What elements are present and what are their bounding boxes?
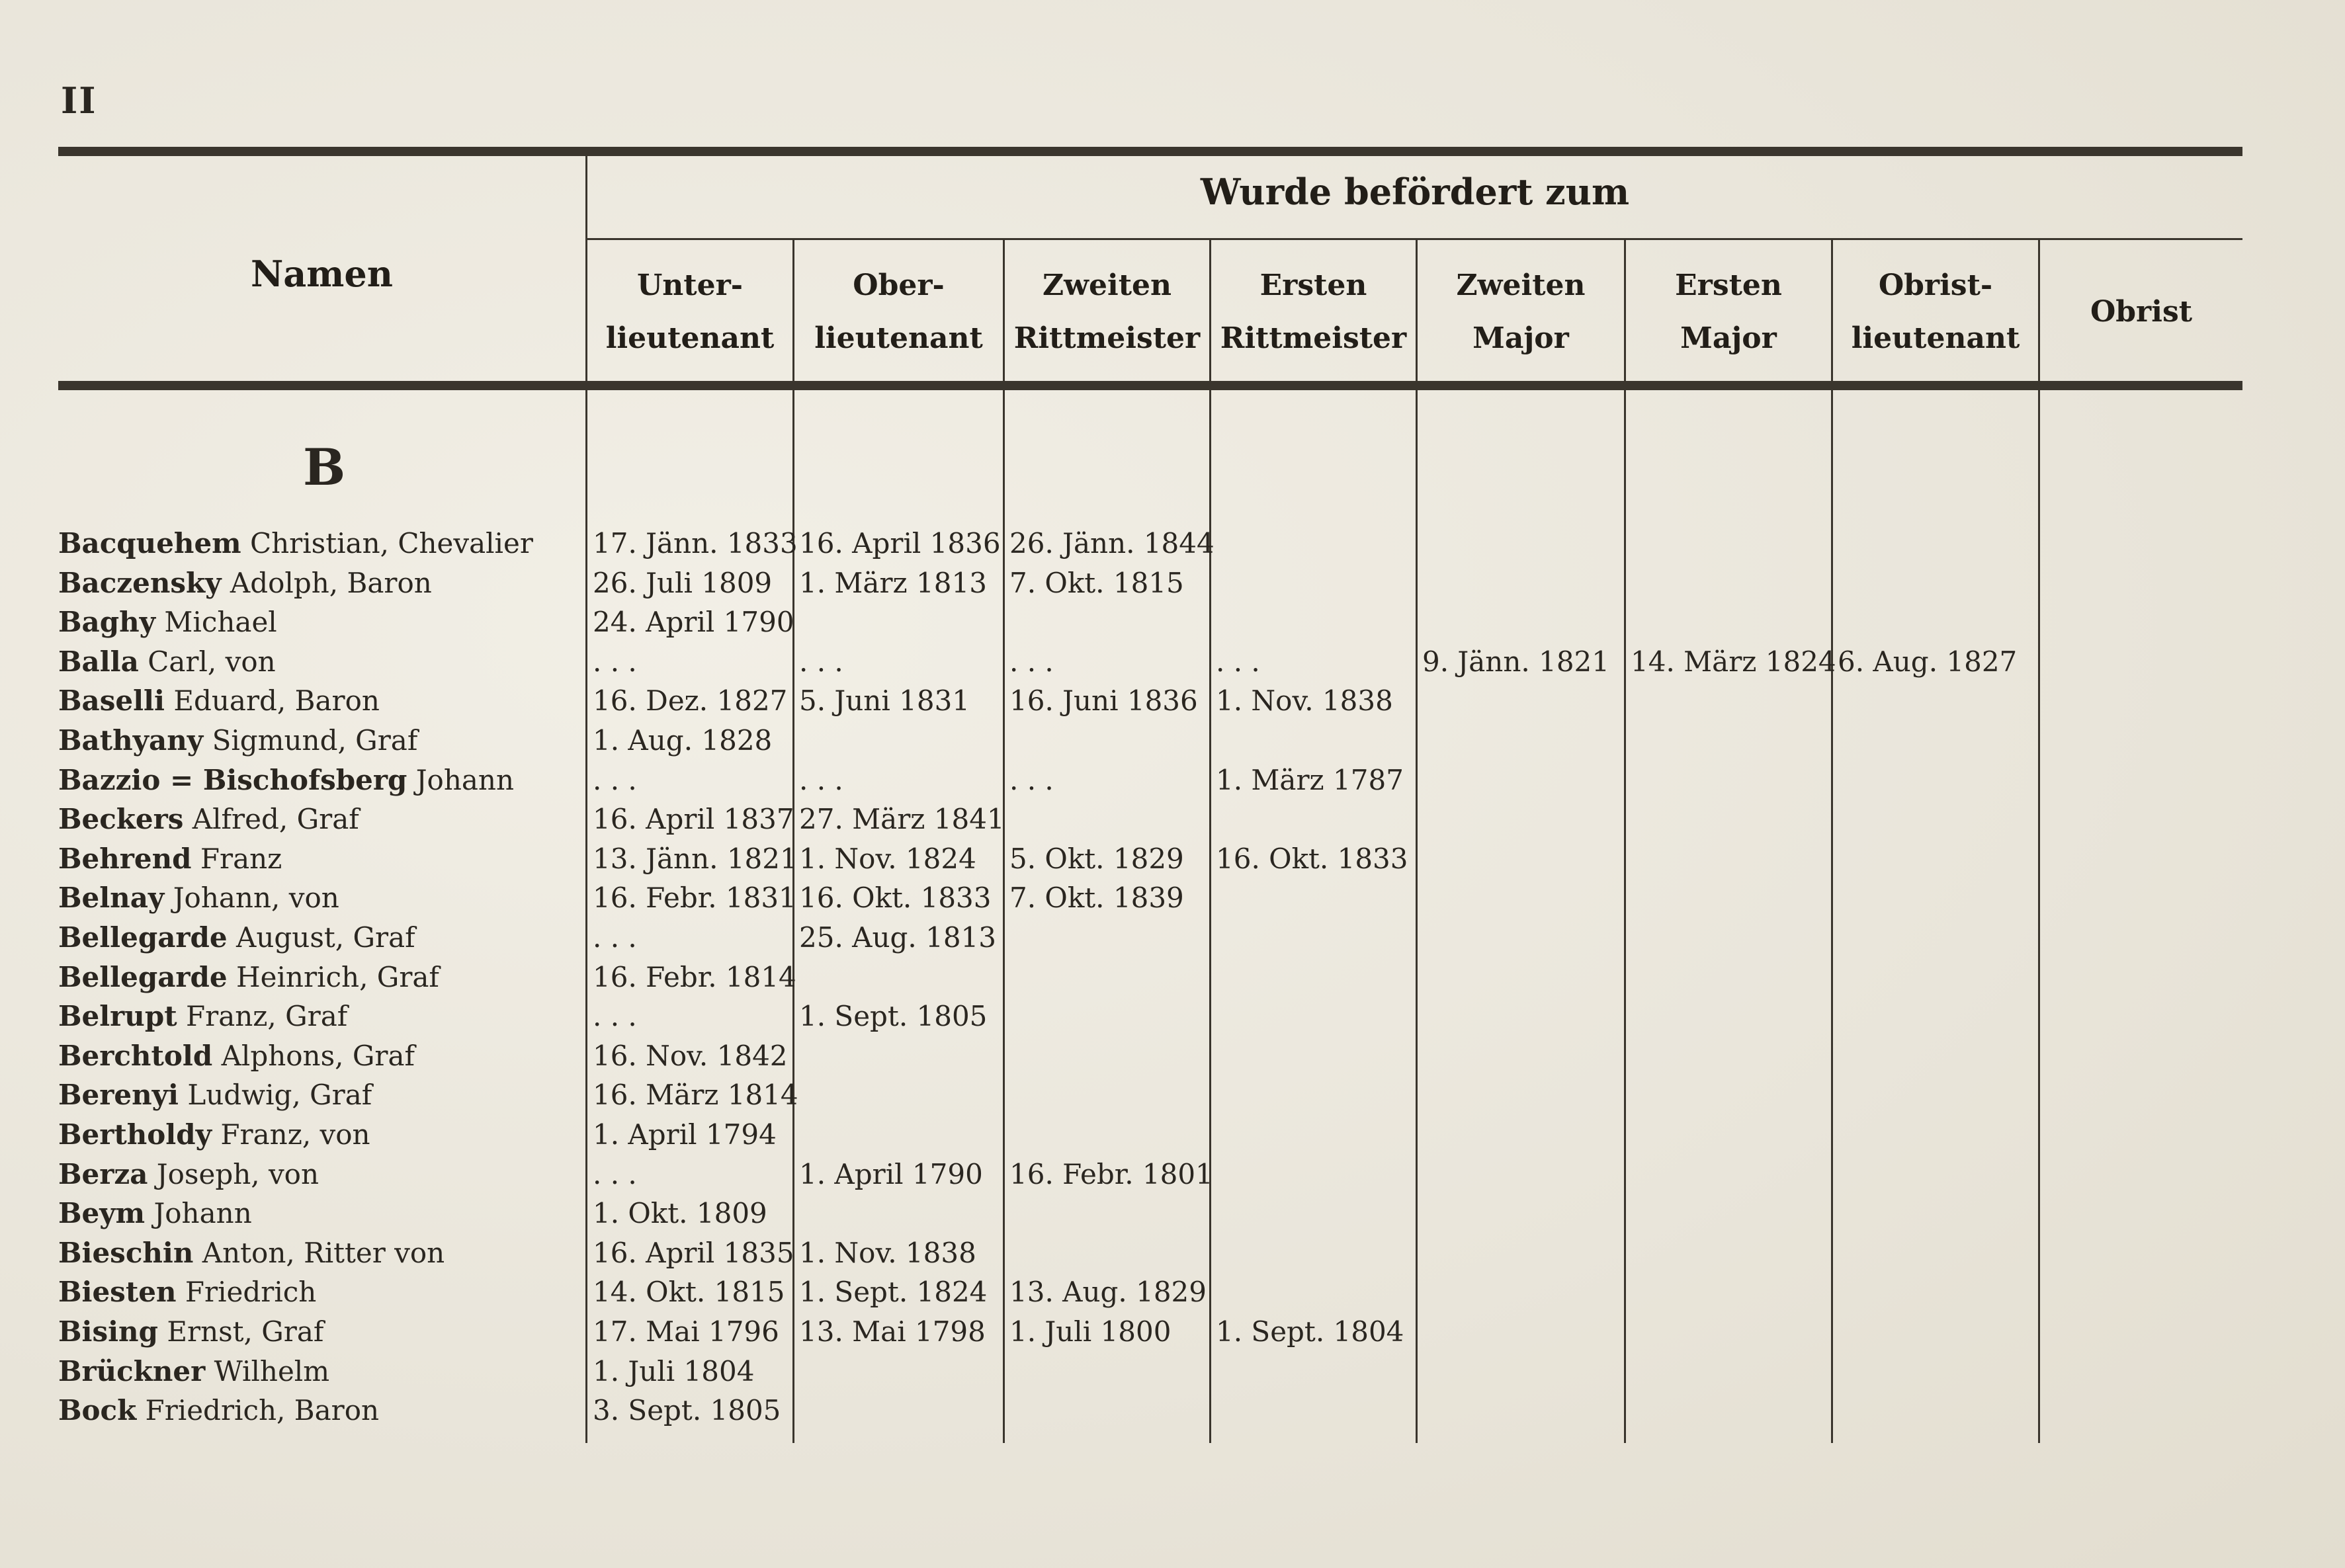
person-name [58, 1036, 415, 1076]
promotion-date: . . . [1009, 763, 1054, 796]
person-name [58, 563, 432, 603]
given-name: Johann [153, 1197, 252, 1230]
promotion-date: 16. Febr. 1801 [1009, 1157, 1213, 1190]
given-name: Anton, Ritter von [202, 1236, 445, 1269]
promotion-date: 16. Okt. 1833 [799, 882, 992, 915]
promotion-date: . . . [593, 645, 637, 678]
column-header-zweiten-rittmeister: Zweiten Rittmeister [1013, 268, 1201, 355]
given-name: Christian, Chevalier [249, 527, 533, 559]
promotion-date: 24. April 1790 [593, 606, 794, 639]
promotion-date: 1. April 1794 [593, 1118, 777, 1151]
promotion-date: . . . [799, 763, 843, 796]
table-row [58, 918, 2242, 958]
promotion-date: 1. Juli 1804 [593, 1354, 755, 1387]
person-name [58, 1233, 445, 1273]
surname: Bieschin [58, 1236, 194, 1269]
table-row [58, 997, 2242, 1036]
promotion-date: 16. März 1814 [593, 1079, 798, 1112]
table-row [58, 1036, 2242, 1076]
promotion-date: 16. Nov. 1842 [593, 1039, 788, 1072]
table-row [58, 563, 2242, 603]
promotion-date: 1. Okt. 1809 [593, 1197, 767, 1230]
given-name: Johann, von [173, 882, 339, 915]
surname: Bising [58, 1315, 158, 1348]
given-name: Alfred, Graf [192, 803, 359, 836]
promotion-date: 1. Nov. 1824 [799, 842, 976, 875]
surname: Belnay [58, 882, 165, 915]
person-name [58, 681, 380, 721]
given-name: Franz [200, 842, 282, 875]
promoted-header: Wurde befördert zum [1200, 171, 1630, 213]
promotion-date: . . . [593, 763, 637, 796]
table-row [58, 1115, 2242, 1155]
surname: Baczensky [58, 566, 222, 599]
given-name: Adolph, Baron [230, 566, 432, 599]
person-name [58, 721, 417, 761]
column-header-unterlieutenant: Unter- lieutenant [605, 268, 775, 355]
promotion-date: 1. Aug. 1828 [593, 724, 773, 757]
promotion-date: 1. März 1787 [1216, 763, 1404, 796]
person-name [58, 1312, 323, 1352]
table-row [58, 1233, 2242, 1273]
person-name [58, 1155, 319, 1194]
given-name: Franz, Graf [185, 1000, 348, 1033]
surname: Beym [58, 1197, 146, 1230]
page-number: II [61, 79, 97, 122]
person-name [58, 997, 347, 1036]
person-name [58, 1391, 379, 1430]
person-name [58, 524, 533, 563]
person-name [58, 642, 276, 682]
column-header-ersten-rittmeister: Ersten Rittmeister [1220, 268, 1407, 355]
table-row [58, 642, 2242, 682]
given-name: Joseph, von [156, 1157, 320, 1190]
column-header-zweiten-major: Zweiten Major [1456, 268, 1586, 355]
surname: Bellegarde [58, 921, 228, 954]
surname: Bathyany [58, 724, 204, 757]
table-row [58, 761, 2242, 800]
table-row [58, 1155, 2242, 1194]
promotion-date: 13. Mai 1798 [799, 1315, 986, 1348]
promotion-date: 13. Aug. 1829 [1009, 1276, 1207, 1309]
promotion-date: 1. Sept. 1804 [1216, 1315, 1404, 1348]
subheader-rule [587, 238, 2242, 240]
promotion-date: 27. März 1841 [799, 803, 1005, 836]
header-bottom-rule [58, 381, 2242, 390]
promotion-date: 16. Dez. 1827 [593, 684, 788, 718]
promotion-date: 16. April 1837 [593, 803, 794, 836]
table-row [58, 1391, 2242, 1430]
table-row [58, 681, 2242, 721]
surname: Baghy [58, 606, 156, 639]
promotion-date: . . . [799, 645, 843, 678]
table-row [58, 1312, 2242, 1352]
promotion-date: 17. Mai 1796 [593, 1315, 779, 1348]
promotion-date: 16. Juni 1836 [1009, 684, 1198, 718]
surname: Behrend [58, 842, 192, 875]
table-row [58, 524, 2242, 563]
person-name [58, 1352, 329, 1391]
promotion-date: 3. Sept. 1805 [593, 1394, 781, 1427]
person-name [58, 1075, 372, 1115]
promotion-date: 6. Aug. 1827 [1838, 645, 2018, 678]
column-header-obrist: Obrist [2090, 295, 2193, 329]
person-name [58, 878, 339, 918]
surname: Beckers [58, 803, 184, 836]
promotion-date: 7. Okt. 1815 [1009, 566, 1184, 599]
table-row [58, 721, 2242, 761]
surname: Brückner [58, 1354, 206, 1387]
promotion-date: 25. Aug. 1813 [799, 921, 996, 954]
table-row [58, 958, 2242, 997]
surname: Bock [58, 1394, 137, 1427]
promotion-date: 1. Sept. 1824 [799, 1276, 988, 1309]
table-row [58, 1272, 2242, 1312]
promotion-date: 7. Okt. 1839 [1009, 882, 1184, 915]
surname: Baselli [58, 684, 165, 718]
promotion-date: 1. Juli 1800 [1009, 1315, 1172, 1348]
table-row [58, 800, 2242, 839]
names-header: Namen [250, 253, 394, 295]
promotion-date: 1. Nov. 1838 [1216, 684, 1393, 718]
promotion-date: 17. Jänn. 1833 [593, 527, 798, 559]
table-row [58, 1075, 2242, 1115]
person-name [58, 800, 359, 839]
promotion-date: 26. Jänn. 1844 [1009, 527, 1215, 559]
given-name: Franz, von [220, 1118, 370, 1151]
surname: Bertholdy [58, 1118, 212, 1151]
promotion-date: 9. Jänn. 1821 [1422, 645, 1609, 678]
promotion-date: 1. Sept. 1805 [799, 1000, 988, 1033]
surname: Bazzio = Bischofsberg [58, 763, 407, 796]
promotion-date: 1. April 1790 [799, 1157, 983, 1190]
promotion-date: . . . [593, 921, 637, 954]
promotion-date: . . . [593, 1000, 637, 1033]
person-name [58, 839, 282, 879]
given-name: Heinrich, Graf [236, 960, 439, 993]
promotion-date: 5. Juni 1831 [799, 684, 970, 718]
promotion-date: 14. März 1824 [1631, 645, 1836, 678]
given-name: Johann [415, 763, 515, 796]
table-row [58, 1194, 2242, 1233]
column-header-oberlieutenant: Ober- lieutenant [814, 268, 983, 355]
given-name: Sigmund, Graf [212, 724, 418, 757]
promotion-date: 16. April 1835 [593, 1236, 794, 1269]
promotion-date: 1. Nov. 1838 [799, 1236, 976, 1269]
column-header-obristlieutenant: Obrist- lieutenant [1851, 268, 2020, 355]
given-name: Ludwig, Graf [187, 1079, 372, 1112]
table-row [58, 839, 2242, 879]
person-name [58, 1194, 252, 1233]
person-name [58, 602, 277, 642]
promotion-date: . . . [1009, 645, 1054, 678]
promotion-date: 16. April 1836 [799, 527, 1001, 559]
promotion-date: 26. Juli 1809 [593, 566, 773, 599]
table-row [58, 602, 2242, 642]
promotion-table [58, 147, 2242, 1443]
promotion-date: 13. Jänn. 1821 [593, 842, 798, 875]
surname: Balla [58, 645, 139, 678]
given-name: Ernst, Graf [167, 1315, 324, 1348]
person-name [58, 1272, 316, 1312]
surname: Bacquehem [58, 527, 241, 559]
promotion-date: 16. Febr. 1831 [593, 882, 796, 915]
top-rule [58, 147, 2242, 156]
promotion-date: 16. Okt. 1833 [1216, 842, 1408, 875]
person-name [58, 1115, 370, 1155]
promotion-date: . . . [1216, 645, 1260, 678]
given-name: August, Graf [236, 921, 415, 954]
promotion-date: . . . [593, 1157, 637, 1190]
surname: Berza [58, 1157, 148, 1190]
given-name: Friedrich [185, 1276, 317, 1309]
given-name: Friedrich, Baron [145, 1394, 380, 1427]
person-name [58, 918, 415, 958]
table-row [58, 878, 2242, 918]
surname: Belrupt [58, 1000, 177, 1033]
promotion-date: 14. Okt. 1815 [593, 1276, 785, 1309]
given-name: Carl, von [148, 645, 276, 678]
promotion-date: 5. Okt. 1829 [1009, 842, 1184, 875]
surname: Berenyi [58, 1079, 179, 1112]
surname: Bellegarde [58, 960, 228, 993]
surname: Biesten [58, 1276, 177, 1309]
person-name [58, 958, 439, 997]
promotion-date: 16. Febr. 1814 [593, 960, 796, 993]
section-letter: B [303, 438, 346, 497]
given-name: Alphons, Graf [221, 1039, 415, 1072]
column-header-ersten-major: Ersten Major [1675, 268, 1782, 355]
table-row [58, 1352, 2242, 1391]
surname: Berchtold [58, 1039, 213, 1072]
given-name: Eduard, Baron [173, 684, 380, 718]
promotion-date: 1. März 1813 [799, 566, 987, 599]
person-name [58, 761, 514, 800]
given-name: Michael [164, 606, 277, 639]
given-name: Wilhelm [214, 1354, 330, 1387]
